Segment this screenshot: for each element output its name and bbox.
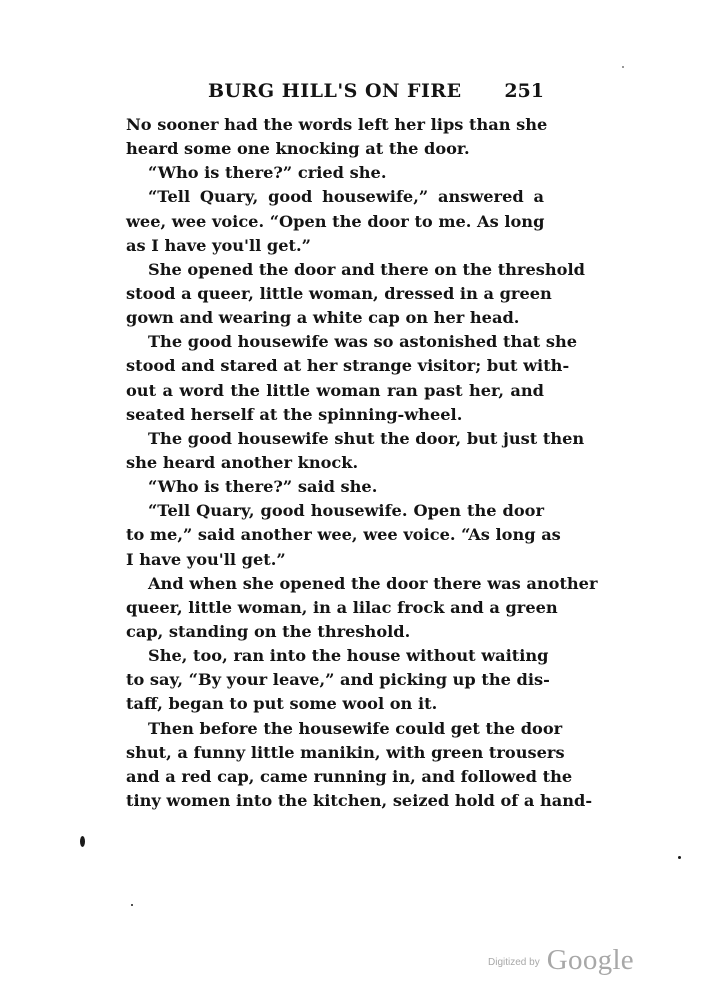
- watermark-prefix: Digitized by: [488, 957, 540, 968]
- dust-speck: [678, 856, 681, 859]
- text-line: And when she opened the door there was another: [148, 573, 598, 593]
- text-line: taff, began to put some wool on it.: [126, 694, 438, 714]
- text-line: stood and stared at her strange visitor; but with-: [126, 356, 570, 376]
- text-line: to me,” said another wee, wee voice. “As long as: [126, 525, 561, 545]
- text-line: The good housewife shut the door, but just then: [148, 428, 585, 448]
- text-line: heard some one knocking at the door.: [126, 139, 470, 159]
- text-line: queer, little woman, in a lilac frock and a green: [126, 597, 558, 617]
- text-line: and a red cap, came running in, and followed the: [126, 766, 573, 786]
- digitization-watermark: [488, 944, 634, 984]
- text-line: shut, a funny little manikin, with green trousers: [126, 742, 565, 762]
- body-text: [126, 113, 598, 813]
- text-line: she heard another knock.: [126, 452, 359, 472]
- running-title: BURG HILL'S ON FIRE: [208, 80, 462, 102]
- dust-speck: [131, 904, 133, 906]
- page-number: 251: [504, 80, 544, 102]
- text-line: cap, standing on the threshold.: [126, 621, 411, 641]
- text-line: She opened the door and there on the threshold: [148, 259, 585, 279]
- text-line: She, too, ran into the house without waiting: [148, 646, 549, 666]
- running-header: [126, 76, 544, 106]
- ink-speck: [80, 836, 85, 847]
- text-line: to say, “By your leave,” and picking up the dis-: [126, 670, 550, 690]
- text-line: wee, wee voice. “Open the door to me. As long: [126, 211, 545, 231]
- text-line: stood a queer, little woman, dressed in a green: [126, 283, 552, 303]
- text-line: gown and wearing a white cap on her head.: [126, 308, 520, 328]
- text-line: as I have you'll get.”: [126, 235, 311, 255]
- text-line: No sooner had the words left her lips than she: [126, 115, 548, 134]
- text-line: tiny women into the kitchen, seized hold of a hand-: [126, 790, 593, 810]
- dust-speck: [622, 66, 624, 68]
- text-line: “Tell Quary, good housewife. Open the door: [148, 501, 544, 521]
- text-line: seated herself at the spinning-wheel.: [126, 404, 463, 424]
- text-line: “Who is there?” cried she.: [148, 163, 387, 183]
- text-line: The good housewife was so astonished that she: [148, 332, 578, 352]
- text-line: out a word the little woman ran past her, and: [126, 380, 544, 400]
- text-line: “Tell Quary, good housewife,” answered a: [148, 187, 544, 207]
- text-line: I have you'll get.”: [126, 549, 286, 569]
- google-logo: Google: [546, 944, 634, 976]
- text-line: “Who is there?” said she.: [148, 477, 378, 497]
- text-line: Then before the housewife could get the door: [148, 718, 563, 738]
